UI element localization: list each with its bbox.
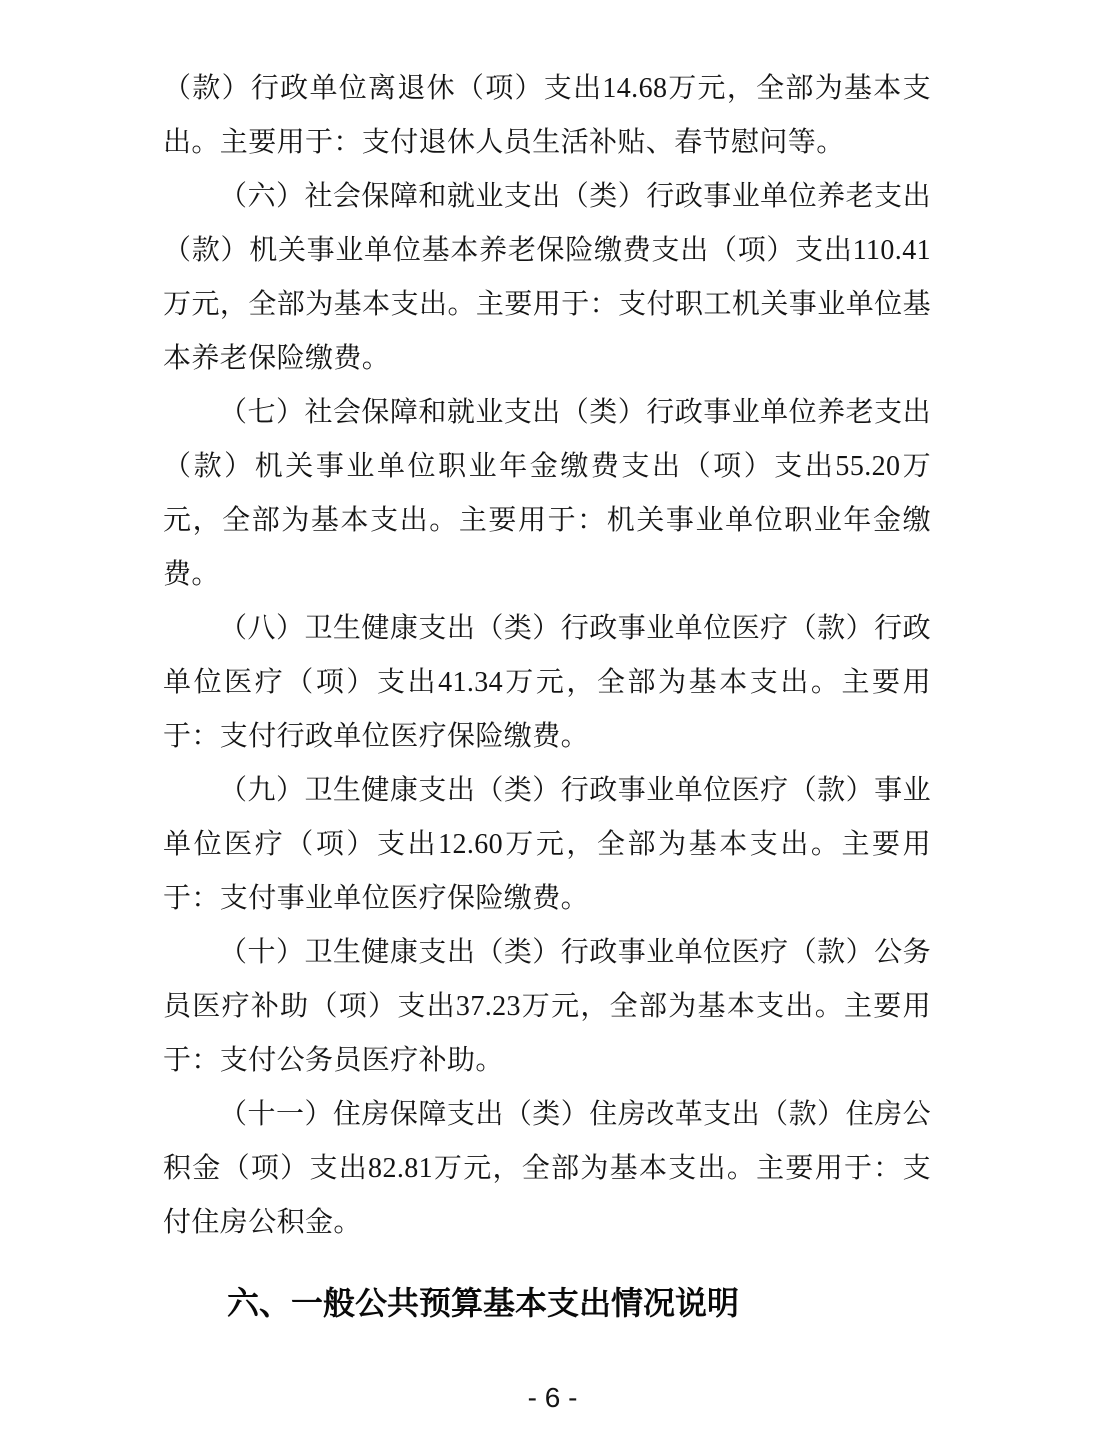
paragraph-item-8-admin-medical: （八）卫生健康支出（类）行政事业单位医疗（款）行政单位医疗（项）支出41.34万元，全部为基本支出。主要用于：支付行政单位医疗保险缴费。 <box>163 613 931 752</box>
page-number: - 6 - <box>527 1382 578 1413</box>
section-heading: 六、一般公共预算基本支出情况说明 <box>227 1285 740 1321</box>
paragraph-item-7-occupational-annuity: （七）社会保障和就业支出（类）行政事业单位养老支出（款）机关事业单位职业年金缴费支出（项）支出55.20万元，全部为基本支出。主要用于：机关事业单位职业年金缴费。 <box>163 397 931 590</box>
paragraph-item-9-institution-medical: （九）卫生健康支出（类）行政事业单位医疗（款）事业单位医疗（项）支出12.60万元，全部为基本支出。主要用于：支付事业单位医疗保险缴费。 <box>163 775 931 914</box>
paragraph-item-6-pension-insurance: （六）社会保障和就业支出（类）行政事业单位养老支出（款）机关事业单位基本养老保险缴费支出（项）支出110.41万元，全部为基本支出。主要用于：支付职工机关事业单位基本养老保险缴费。 <box>163 181 931 374</box>
paragraph-item-10-civil-servant-medical: （十）卫生健康支出（类）行政事业单位医疗（款）公务员医疗补助（项）支出37.23万元，全部为基本支出。主要用于：支付公务员医疗补助。 <box>163 937 931 1076</box>
document-body <box>163 62 931 1330</box>
paragraph-item-11-housing-fund: （十一）住房保障支出（类）住房改革支出（款）住房公积金（项）支出82.81万元，全部为基本支出。主要用于：支付住房公积金。 <box>163 1099 931 1238</box>
paragraph-retirement-expense-continued: （款）行政单位离退休（项）支出14.68万元，全部为基本支出。主要用于：支付退休人员生活补贴、春节慰问等。 <box>163 73 931 158</box>
